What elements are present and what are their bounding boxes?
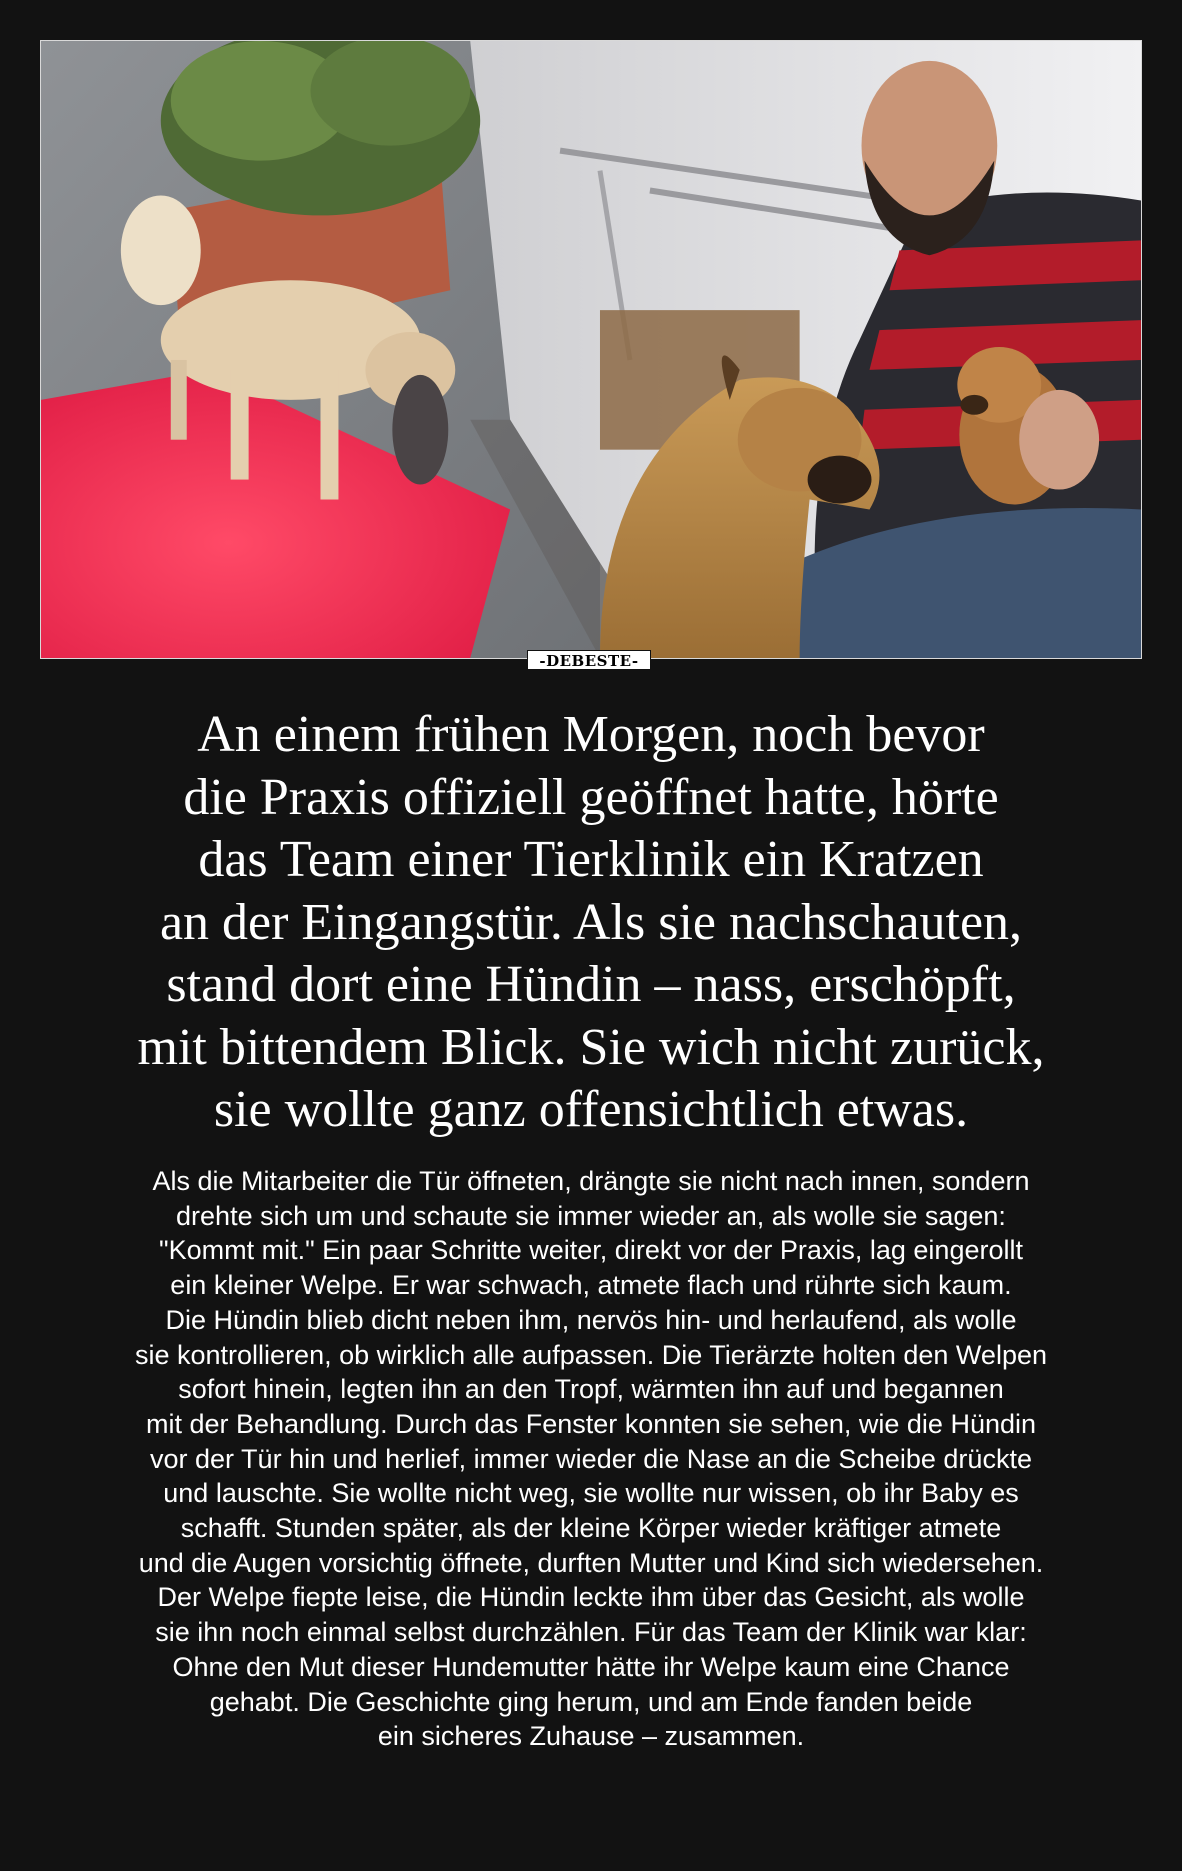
body-line: gehabt. Die Geschichte ging herum, und am Ende fanden beide	[209, 1686, 973, 1717]
body-line: drehte sich um und schaute sie immer wieder an, als wolle sie sagen:	[176, 1200, 1006, 1231]
body-line: ein sicheres Zuhause – zusammen.	[377, 1721, 805, 1752]
body-line: sie kontrollieren, ob wirklich alle aufpassen. Die Tierärzte holten den Welpen	[135, 1339, 1047, 1370]
headline-line: stand dort eine Hündin – nass, erschöpft,	[166, 956, 1016, 1013]
body-line: ein kleiner Welpe. Er war schwach, atmete flach und rührte sich kaum.	[170, 1270, 1012, 1301]
headline-line: an der Eingangstür. Als sie nachschauten,	[159, 893, 1023, 951]
story-body	[50, 1164, 1132, 1754]
body-line: Ohne den Mut dieser Hundemutter hätte ihr Welpe kaum eine Chance	[172, 1651, 1010, 1682]
headline	[60, 704, 1122, 1142]
body-line: "Kommt mit." Ein paar Schritte weiter, direkt vor der Praxis, lag eingerollt	[159, 1235, 1023, 1266]
body-line: vor der Tür hin und herlief, immer wieder die Nase an die Scheibe drückte	[150, 1443, 1032, 1474]
body-line: mit der Behandlung. Durch das Fenster konnten sie sehen, wie die Hündin	[145, 1408, 1037, 1439]
holding-hand	[1019, 390, 1099, 490]
debeste-watermark: -DEBESTE-	[527, 650, 651, 670]
body-line: sie ihn noch einmal selbst durchzählen. Für das Team der Klinik war klar:	[155, 1617, 1027, 1648]
headline-line: sie wollte ganz offensichtlich etwas.	[213, 1081, 969, 1138]
dog-photo-collage-image	[41, 41, 1141, 658]
headline-line: mit bittendem Blick. Sie wich nicht zurück,	[137, 1018, 1045, 1076]
body-line: Die Hündin blieb dicht neben ihm, nervös hin- und herlaufend, als wolle	[165, 1304, 1017, 1335]
body-line: Als die Mitarbeiter die Tür öffneten, drängte sie nicht nach innen, sondern	[152, 1166, 1030, 1196]
body-line: sofort hinein, legten ihn an den Tropf, wärmten ihn auf und begannen	[178, 1374, 1004, 1405]
body-line: und lauschte. Sie wollte nicht weg, sie wollte nur wissen, ob ihr Baby es	[163, 1478, 1019, 1509]
body-line: schafft. Stunden später, als der kleine Körper wieder kräftiger atmete	[180, 1513, 1002, 1544]
body-line: Der Welpe fiepte leise, die Hündin leckte ihm über das Gesicht, als wolle	[157, 1582, 1025, 1613]
carried-puppy	[392, 375, 448, 485]
body-line: und die Augen vorsichtig öffnete, durften Mutter und Kind sich wiedersehen.	[138, 1547, 1044, 1578]
headline-line: das Team einer Tierklinik ein Kratzen	[198, 831, 984, 888]
photo-collage	[40, 40, 1142, 659]
headline-line: An einem frühen Morgen, noch bevor	[197, 706, 985, 763]
headline-line: die Praxis offiziell geöffnet hatte, hörte	[183, 768, 999, 826]
